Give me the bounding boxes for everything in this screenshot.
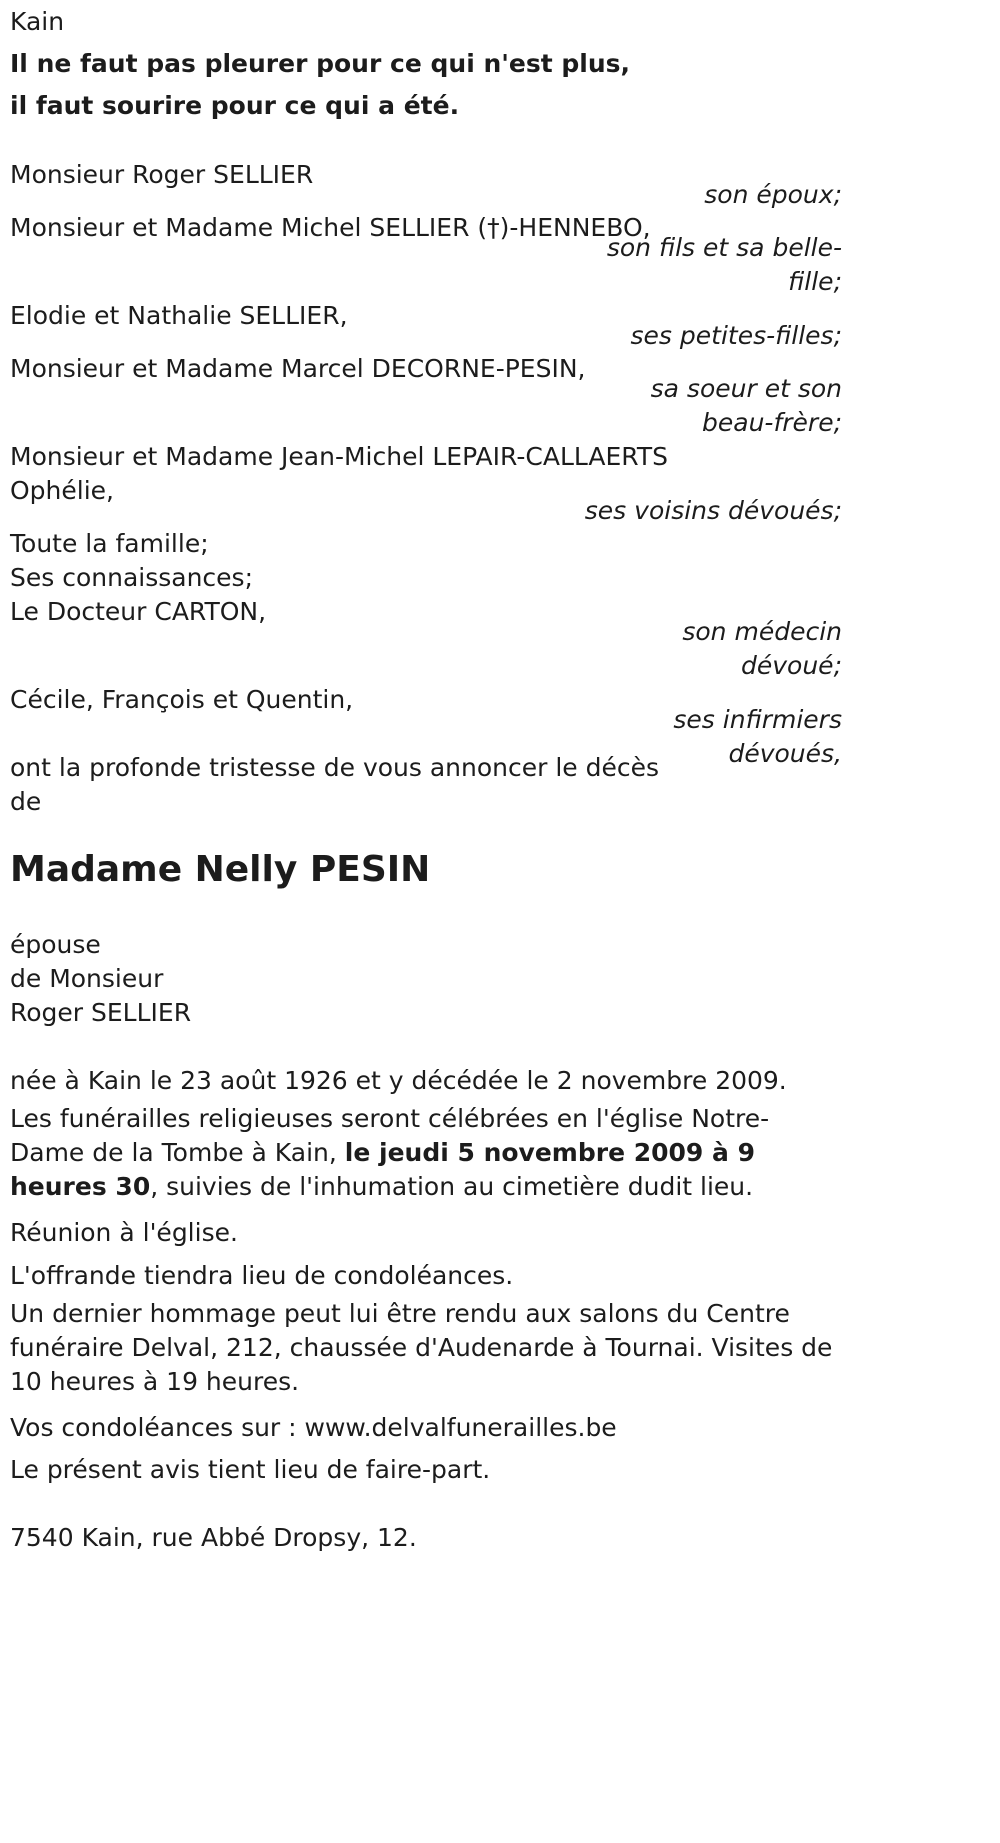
deceased-name: Madame Nelly PESIN [10,849,431,890]
family-relation: dévoués, [728,739,842,768]
address-text: 7540 Kain, rue Abbé Dropsy, 12. [10,1523,417,1552]
funeral-date: le jeudi 5 novembre 2009 à 9 heures 30 [10,1138,755,1201]
announcement-line-1: ont la profonde tristesse de vous annoncer le décès [10,753,660,782]
family-relation: ses infirmiers [673,705,842,734]
family-relation: son fils et sa belle- [606,233,842,262]
family-relation: dévoué; [741,651,842,680]
announcement-line-2: de [10,787,42,816]
family-name: Cécile, François et Quentin, [10,685,354,714]
offering-text: L'offrande tiendra lieu de condoléances. [10,1261,514,1290]
family-name: Toute la famille; [10,529,209,558]
family-relation: fille; [788,267,842,296]
family-name: Ses connaissances; [10,563,254,592]
homage-text: Un dernier hommage peut lui être rendu aux salons du Centre funéraire Delval, 212, chaussée d'Audenarde à Tournai. Visites de 10 heures à 19 heures. [10,1299,833,1396]
spouse-line-2: de Monsieur [10,964,164,993]
birth-death-text: née à Kain le 23 août 1926 et y décédée le 2 novembre 2009. [10,1066,787,1095]
location-label: Kain [10,7,65,36]
family-name: Monsieur et Madame Marcel DECORNE-PESIN, [10,354,586,383]
family-relation: sa soeur et son [650,374,842,403]
reunion-text: Réunion à l'église. [10,1218,238,1247]
family-relation: ses petites-filles; [630,321,842,350]
funeral-text-1: Les funérailles religieuses seront célébrées en l'église Notre-Dame de la Tombe à Kain, [10,1104,770,1167]
quote-line-1: Il ne faut pas pleurer pour ce qui n'est plus, [10,49,631,78]
quote-line-2: il faut sourire pour ce qui a été. [10,91,460,120]
spouse-line-3: Roger SELLIER [10,998,192,1027]
family-relation: son époux; [704,180,842,209]
notice-text: Le présent avis tient lieu de faire-part. [10,1455,491,1484]
family-name: Le Docteur CARTON, [10,597,267,626]
family-relation: ses voisins dévoués; [584,496,842,525]
funeral-text-2: , suivies de l'inhumation au cimetière dudit lieu. [150,1172,754,1201]
family-name: Monsieur Roger SELLIER [10,160,314,189]
family-name: Elodie et Nathalie SELLIER, [10,301,348,330]
condolences-text: Vos condoléances sur : www.delvalfunerailles.be [10,1413,617,1442]
family-name: Monsieur et Madame Jean-Michel LEPAIR-CALLAERTS [10,442,668,471]
family-relation: beau-frère; [702,408,842,437]
family-name: Monsieur et Madame Michel SELLIER (†)-HENNEBO, [10,213,651,242]
funeral-paragraph [10,1102,840,1204]
spouse-line-1: épouse [10,930,101,959]
family-name: Ophélie, [10,476,114,505]
family-relation: son médecin [682,617,842,646]
